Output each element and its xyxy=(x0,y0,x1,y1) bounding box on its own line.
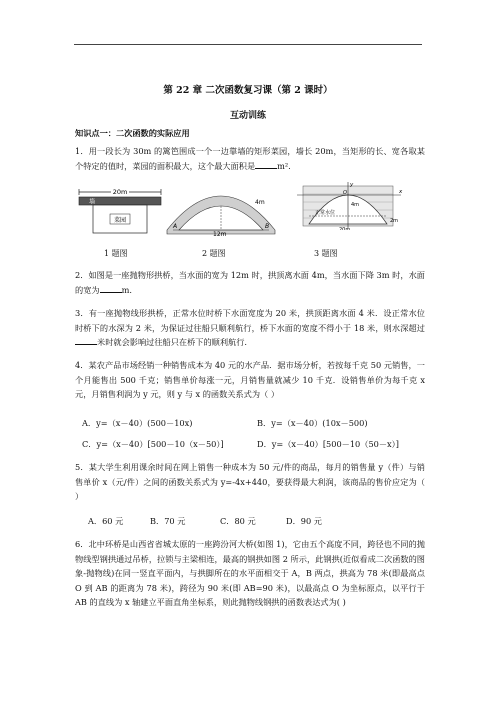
garden-label: 菜园 xyxy=(113,217,127,224)
origin-label: O xyxy=(343,190,347,196)
knowledge-point-heading: 知识点一：二次函数的实际应用 xyxy=(75,128,190,138)
question-6-text: 6．北中环桥是山西省省城太原的一座跨汾河大桥(如图 1)，它由五个高度不同，跨径也不同的抛物线型钢拱通过吊桥，拉锁与主梁相连，最高的钢拱如图 2 所示，此钢拱(近似看成二次函数的图象-抛物线)在同一竖直平面内，与拱脚所在的水平面相交于 A，B 两点，拱高为 78 米(即最高点 O 到 AB 的距离为 78 米)，跨径为 90 米(即 AB=90 米)，以最高点 O 为坐标原点，以平行于 AB 的直线为 x 轴建立平面直角坐标系，则此抛物线钢拱的函数表达式为( ) xyxy=(75,539,425,607)
question-1-unit: m². xyxy=(277,160,291,171)
answer-blank xyxy=(75,335,97,345)
point-b-label: B xyxy=(265,223,270,230)
option-4d[interactable]: D．y=（x－40）[500－10（50－x）] xyxy=(257,439,399,449)
span-label: 12m xyxy=(213,231,227,236)
option-5c[interactable]: C．80 元 xyxy=(220,516,256,526)
answer-blank xyxy=(255,159,277,169)
question-4 xyxy=(75,358,425,402)
width-label: 20m xyxy=(112,188,128,196)
question-3-tail: 米时就会影响过往船只在桥下的顺利航行. xyxy=(97,337,247,347)
figure-2-caption: 2 题图 xyxy=(202,249,226,258)
x-axis-label: x xyxy=(399,189,403,195)
wall-label: 墙 xyxy=(89,198,96,206)
figure-3-caption: 3 题图 xyxy=(314,249,338,258)
span-label: 20m xyxy=(339,227,351,230)
y-axis-label: y xyxy=(350,182,354,188)
option-4c[interactable]: C．y=（x－40）[500－10（x－50）] xyxy=(82,439,224,449)
question-2 xyxy=(75,268,425,297)
question-3 xyxy=(75,306,425,350)
depth-label: 2m xyxy=(390,218,399,224)
question-2-unit: m. xyxy=(121,284,132,295)
chapter-title: 第 22 章 二次函数复习课（第 2 课时） xyxy=(163,85,333,96)
height-label: 4m xyxy=(255,199,265,206)
answer-blank xyxy=(100,283,122,293)
option-5a[interactable]: A．60 元 xyxy=(88,516,124,526)
figure-3-bridge-axes xyxy=(287,180,407,230)
height-label: 4m xyxy=(351,202,360,208)
figure-2-arch-bridge xyxy=(163,186,281,236)
option-4b[interactable]: B．y=（x－40）(10x－500) xyxy=(257,418,368,428)
question-2-text: 2．如图是一座抛物形拱桥，当水面的宽为 12m 时，拱顶离水面 4m，当水面下降 3m 时，水面的宽为 xyxy=(75,270,425,295)
normal-water-label: 正常水位 xyxy=(315,210,336,216)
option-4a[interactable]: A．y=（x－40）(500－10x) xyxy=(82,418,193,428)
header-rule xyxy=(74,44,422,45)
question-6 xyxy=(75,537,425,610)
figure-row xyxy=(75,182,425,236)
question-5 xyxy=(75,460,425,504)
option-5b[interactable]: B．70 元 xyxy=(150,516,186,526)
figure-1-caption: 1 题图 xyxy=(104,249,128,258)
question-4-text: 4．某农产品市场经销一种销售成本为 40 元的水产品．据市场分析，若按每千克 50 元销售，一个月能售出 500 千克；销售单价每涨一元，月销售量就减少 10 千克．设销售单价为每千克 x 元，月销售利润为 y 元，则 y 与 x 的函数关系式为（ ） xyxy=(75,360,425,399)
section-subtitle: 互动训练 xyxy=(229,111,266,121)
point-a-label: A xyxy=(173,223,178,230)
question-5-text: 5．某大学生利用课余时间在网上销售一种成本为 50 元/件的商品，每月的销售量 y（件）与销售单价 x（元/件）之间的函数关系式为 y=-4x+440，要获得最大利润，该商品的售价应定为（ ） xyxy=(75,462,425,501)
option-5d[interactable]: D．90 元 xyxy=(286,516,322,526)
question-1 xyxy=(75,144,425,173)
question-3-text: 3．有一座抛物线形拱桥，正常水位时桥下水面宽度为 20 米，拱顶距离水面 4 米．设正常水位时桥下的水深为 2 米，为保证过往船只顺利航行，桥下水面的宽度不得小于 18 米，则水深超过 xyxy=(75,308,425,333)
question-1-text: 1．用一段长为 30m 的篱笆围成一个一边靠墙的矩形菜园，墙长 20m，当矩形的长、宽各取某个特定的值时，菜园的面积最大，这个最大面积是 xyxy=(75,146,425,171)
